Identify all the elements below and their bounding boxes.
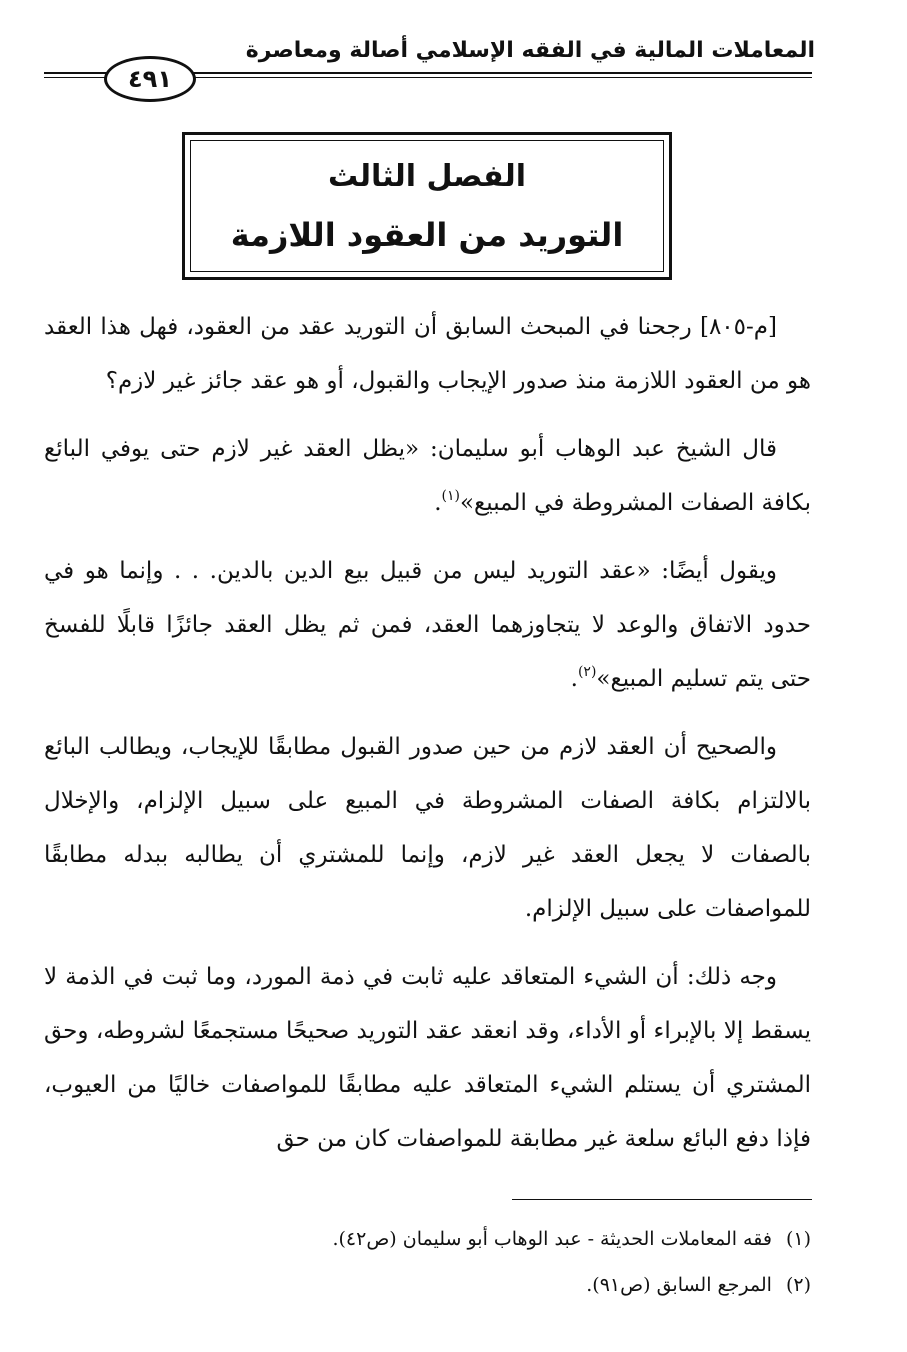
page-number: ٤٩١ (104, 56, 196, 102)
paragraph: قال الشيخ عبد الوهاب أبو سليمان: «يظل العقد غير لازم حتى يوفي البائع بكافة الصفات المشروطة في المبيع»$^{(١)}$. (44, 436, 811, 516)
chapter-title: التوريد من العقود اللازمة (230, 216, 624, 254)
paragraph: [م-٨٠٥] رجحنا في المبحث السابق أن التوريد عقد من العقود، فهل هذا العقد هو من العقود اللازمة منذ صدور الإيجاب والقبول، أو هو عقد جائز غير لازم؟ (44, 314, 811, 394)
footnote-separator (512, 1199, 812, 1200)
footnote (44, 1216, 811, 1262)
body-text (44, 300, 811, 1180)
footnote-text: فقه المعاملات الحديثة - عبد الوهاب أبو سليمان (ص٤٢). (332, 1228, 772, 1250)
footnote-ref: (٢) (577, 664, 597, 680)
footnote-ref: (١) (441, 488, 460, 504)
paragraph: والصحيح أن العقد لازم من حين صدور القبول مطابقًا للإيجاب، ويطالب البائع بالالتزام بكافة الصفات المشروطة في المبيع على سبيل الإلزام، والإخلال بالصفات لا يجعل العقد غير لازم، وإنما للمشتري أن يطالبه ببدله مطابقًا للمواصفات على سبيل الإلزام. (44, 734, 811, 922)
footnote (44, 1262, 811, 1308)
chapter-label: الفصل الثالث (328, 159, 527, 194)
running-title: المعاملات المالية في الفقه الإسلامي أصالة ومعاصرة (245, 38, 815, 63)
footnote-text: المرجع السابق (ص٩١). (586, 1274, 772, 1296)
footnote-marker: (١) (785, 1228, 811, 1250)
footnote-marker: (٢) (785, 1274, 811, 1296)
footnotes (44, 1216, 811, 1308)
paragraph: ويقول أيضًا: «عقد التوريد ليس من قبيل بيع الدين بالدين. . . وإنما هو في حدود الاتفاق والوعد لا يتجاوزهما العقد، فمن ثم يظل العقد جائزًا قابلًا للفسخ حتى يتم تسليم المبيع»$^{(٢)}$. (44, 558, 811, 692)
chapter-title-box (190, 140, 664, 272)
paragraph: وجه ذلك: أن الشيء المتعاقد عليه ثابت في ذمة المورد، وما ثبت في الذمة لا يسقط إلا بالإبراء أو الأداء، وقد انعقد عقد التوريد صحيحًا مستجمعًا لشروطه، وحق المشتري أن يستلم الشيء المتعاقد عليه مطابقًا للمواصفات خاليًا من العيوب، فإذا دفع البائع سلعة غير مطابقة للمواصفات كان من حق (44, 964, 811, 1152)
